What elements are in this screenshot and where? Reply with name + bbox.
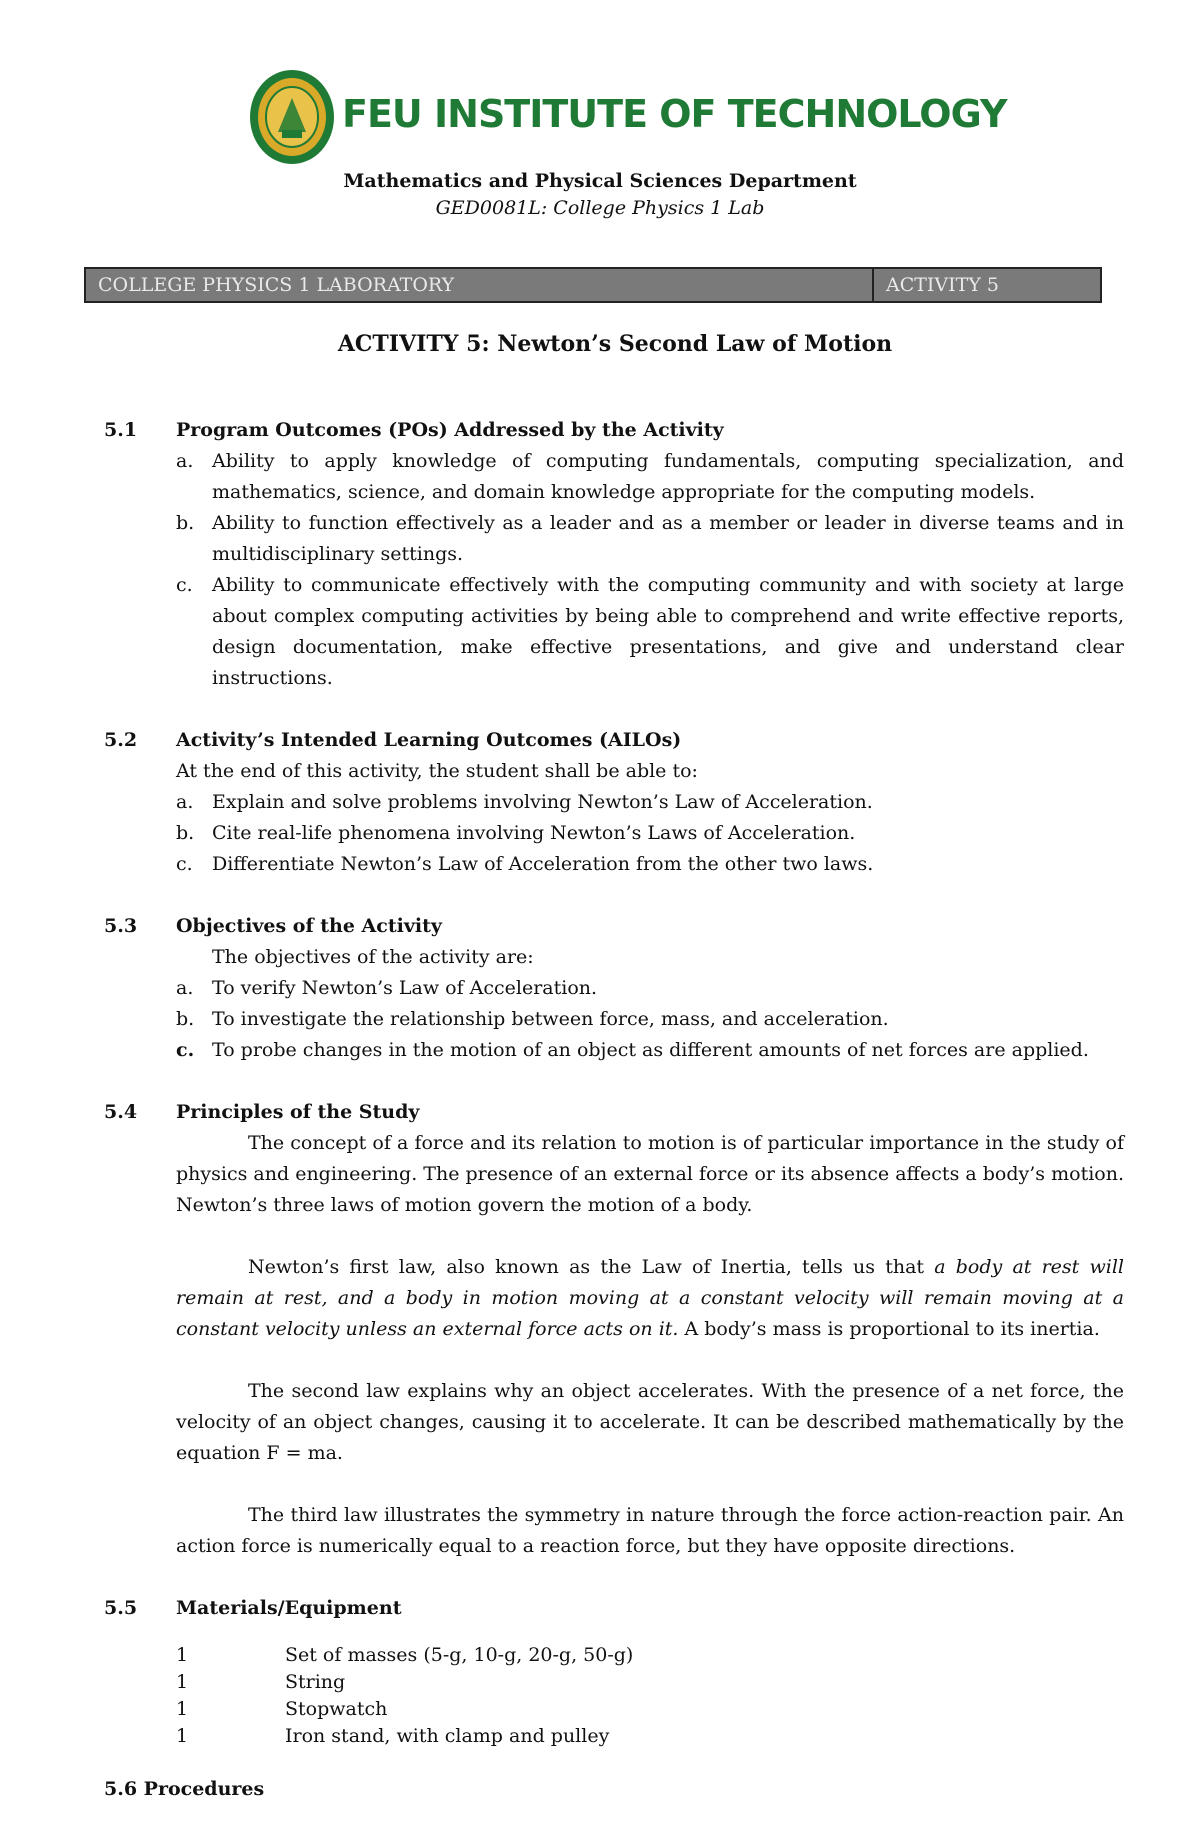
list-marker: c.: [176, 853, 193, 875]
list-marker: a.: [176, 791, 194, 813]
paragraph-text: A body’s mass is proportional to its inertia.: [678, 1318, 1100, 1340]
section-heading: [104, 1097, 1124, 1128]
list-marker: b.: [176, 1008, 195, 1030]
list-text: Explain and solve problems involving Newton’s Law of Acceleration.: [212, 791, 873, 813]
lab-banner: [84, 267, 1102, 303]
list-text: Ability to communicate effectively with the computing community and with society at large about complex computing activities by being able to comprehend and write effective reports, design documentation, make effective presentations, and give and understand clear instructions.: [212, 574, 1124, 689]
section-title: Activity’s Intended Learning Outcomes (AILOs): [176, 729, 682, 751]
activity-title: ACTIVITY 5: Newton’s Second Law of Motion: [337, 331, 893, 357]
paragraph: [176, 1252, 1124, 1345]
material-name: Iron stand, with clamp and pulley: [285, 1725, 610, 1747]
list-item: [176, 446, 1124, 508]
section-number: 5.2: [104, 729, 138, 751]
section-title: Objectives of the Activity: [176, 915, 442, 937]
section-number: 5.3: [104, 915, 138, 937]
list-text: Differentiate Newton’s Law of Acceleration from the other two laws.: [212, 853, 874, 875]
section-intro: At the end of this activity, the student shall be able to:: [176, 760, 698, 782]
learning-outcomes-list: [176, 787, 1124, 880]
list-text: Ability to function effectively as a leader and as a member or leader in diverse teams and in multidisciplinary settings.: [212, 512, 1124, 565]
list-marker: c.: [176, 1039, 195, 1061]
list-item: [176, 818, 1124, 849]
paragraph-emphasis: a body at rest will remain at rest, and a body in motion moving at a constant velocity will remain moving at a constant velocity unless an external force acts on it.: [176, 1256, 1124, 1340]
list-marker: b.: [176, 512, 195, 534]
institute-seal-icon: [248, 68, 336, 166]
material-qty: 1: [176, 1698, 189, 1720]
material-qty: 1: [176, 1671, 189, 1693]
list-item: [176, 1004, 1124, 1035]
material-name: String: [285, 1671, 346, 1693]
paragraph: The concept of a force and its relation to motion is of particular importance in the study of physics and engineering. The presence of an external force or its absence affects a body’s motion. Newton’s three laws of motion govern the motion of a body.: [176, 1132, 1124, 1216]
section-heading: [104, 415, 1124, 446]
material-row: [176, 1667, 1124, 1694]
letterhead: [248, 68, 1007, 168]
list-text: To investigate the relationship between force, mass, and acceleration.: [212, 1008, 889, 1030]
institute-name: FEU INSTITUTE OF TECHNOLOGY: [342, 92, 1007, 136]
list-item: [176, 973, 1124, 1004]
section-heading: [104, 725, 1124, 756]
list-text: To probe changes in the motion of an object as different amounts of net forces are applied.: [212, 1039, 1089, 1061]
department-name: Mathematics and Physical Sciences Department: [343, 170, 857, 192]
list-marker: a.: [176, 450, 194, 472]
list-text: To verify Newton’s Law of Acceleration.: [212, 977, 598, 999]
material-row: [176, 1640, 1124, 1667]
section-heading: [104, 1774, 1124, 1805]
list-marker: c.: [176, 574, 193, 596]
list-item: [176, 508, 1124, 570]
document-body: [104, 415, 1124, 1805]
section-heading: [104, 1593, 1124, 1624]
section-number: 5.1: [104, 419, 138, 441]
banner-activity: ACTIVITY 5: [886, 274, 1000, 296]
section-title: Materials/Equipment: [176, 1597, 402, 1619]
section-intro: The objectives of the activity are:: [212, 946, 534, 968]
material-row: [176, 1694, 1124, 1721]
material-row: [176, 1721, 1124, 1748]
list-marker: a.: [176, 977, 194, 999]
banner-course: COLLEGE PHYSICS 1 LABORATORY: [86, 269, 874, 301]
list-marker: b.: [176, 822, 195, 844]
material-name: Stopwatch: [285, 1698, 388, 1720]
list-item: [176, 570, 1124, 694]
section-title: 5.6 Procedures: [104, 1778, 265, 1800]
objectives-list: [176, 973, 1124, 1066]
list-text: Cite real-life phenomena involving Newton’s Laws of Acceleration.: [212, 822, 856, 844]
course-code: GED0081L: College Physics 1 Lab: [435, 197, 765, 219]
section-number: 5.5: [104, 1597, 138, 1619]
list-item: [176, 1035, 1124, 1066]
material-qty: 1: [176, 1725, 189, 1747]
paragraph: The second law explains why an object accelerates. With the presence of a net force, the velocity of an object changes, causing it to accelerate. It can be described mathematically by the equation F = ma.: [176, 1380, 1124, 1464]
paragraph: The third law illustrates the symmetry in nature through the force action-reaction pair. An action force is numerically equal to a reaction force, but they have opposite directions.: [176, 1504, 1124, 1557]
section-title: Program Outcomes (POs) Addressed by the Activity: [176, 419, 724, 441]
section-heading: [104, 911, 1124, 942]
section-number: 5.4: [104, 1101, 138, 1123]
material-name: Set of masses (5-g, 10-g, 20-g, 50-g): [285, 1644, 634, 1666]
section-title: Principles of the Study: [176, 1101, 420, 1123]
paragraph-text: Newton’s first law, also known as the Law of Inertia, tells us that: [248, 1256, 935, 1278]
list-item: [176, 787, 1124, 818]
material-qty: 1: [176, 1644, 189, 1666]
program-outcomes-list: [176, 446, 1124, 694]
list-item: [176, 849, 1124, 880]
list-text: Ability to apply knowledge of computing fundamentals, computing specialization, and mathematics, science, and domain knowledge appropriate for the computing models.: [212, 450, 1124, 503]
